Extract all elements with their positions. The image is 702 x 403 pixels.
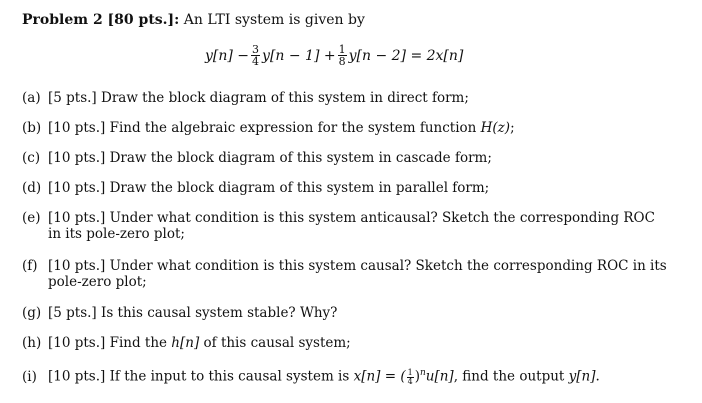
item-text-end: .: [595, 368, 600, 385]
difference-equation: [205, 44, 463, 67]
fraction-num: 1: [407, 367, 413, 377]
item-text: [10 pts.] Find the: [48, 335, 172, 351]
item-text: [5 pts.] Is this causal system stable? Why?: [48, 305, 338, 321]
item-math-exponent: n: [419, 368, 426, 378]
item-label: (d): [22, 180, 42, 196]
item-a: [22, 90, 469, 106]
item-math: h[n]: [171, 335, 200, 351]
eq-term-1: y[n] −: [205, 47, 250, 64]
item-label: (g): [22, 305, 42, 321]
item-label: (i): [22, 368, 37, 385]
item-text-mid: , find the output: [453, 368, 569, 385]
item-text: [10 pts.] Under what condition is this system anticausal? Sketch the corresponding ROC: [48, 210, 655, 226]
eq-fraction-2-den: 8: [338, 55, 346, 68]
item-c: [22, 150, 492, 166]
eq-fraction-1-num: 3: [252, 43, 260, 56]
item-label: (a): [22, 90, 41, 106]
eq-term-3: y[n − 2] = 2x[n]: [348, 47, 464, 64]
item-math-paren: ): [414, 368, 420, 385]
item-math-output: y[n]: [568, 368, 596, 385]
item-text-continued: pole-zero plot;: [48, 274, 147, 290]
eq-fraction-2-num: 1: [338, 43, 346, 56]
item-text: [10 pts.] Draw the block diagram of this system in parallel form;: [48, 180, 490, 196]
item-h: [22, 335, 351, 351]
item-text-continued: in its pole-zero plot;: [48, 226, 185, 242]
fraction-den: 4: [407, 376, 413, 386]
item-math-step: u[n]: [425, 368, 454, 385]
item-e: [22, 210, 655, 242]
problem-intro: An LTI system is given by: [183, 12, 365, 28]
item-text: [10 pts.] Under what condition is this system causal? Sketch the corresponding ROC in its: [48, 258, 667, 274]
item-d: [22, 180, 489, 196]
item-text: [10 pts.] Draw the block diagram of this system in cascade form;: [48, 150, 492, 166]
item-text: [5 pts.] Draw the block diagram of this system in direct form;: [48, 90, 469, 106]
eq-fraction-1-den: 4: [252, 55, 260, 68]
item-math: H(z): [480, 120, 511, 136]
item-text-end: ;: [510, 120, 515, 136]
problem-title: Problem 2 [80 pts.]:: [22, 12, 180, 28]
item-label: (c): [22, 150, 41, 166]
eq-term-2: y[n − 1] +: [262, 47, 336, 64]
eq-fraction-1: [251, 44, 260, 67]
item-label: (h): [22, 335, 42, 351]
item-math-fraction: [407, 369, 414, 386]
item-g: [22, 305, 337, 321]
item-i: [22, 365, 600, 386]
item-label: (e): [22, 210, 41, 226]
item-label: (b): [22, 120, 42, 136]
eq-fraction-2: [338, 44, 347, 67]
item-math-input: x[n] = (: [353, 368, 406, 385]
item-label: (f): [22, 258, 38, 274]
problem-header: [22, 12, 365, 28]
item-text: [10 pts.] Find the algebraic expression for the system function: [48, 120, 481, 136]
item-text-end: of this causal system;: [199, 335, 351, 351]
item-text: [10 pts.] If the input to this causal system is: [48, 368, 354, 385]
item-b: [22, 120, 515, 136]
item-f: [22, 258, 667, 290]
